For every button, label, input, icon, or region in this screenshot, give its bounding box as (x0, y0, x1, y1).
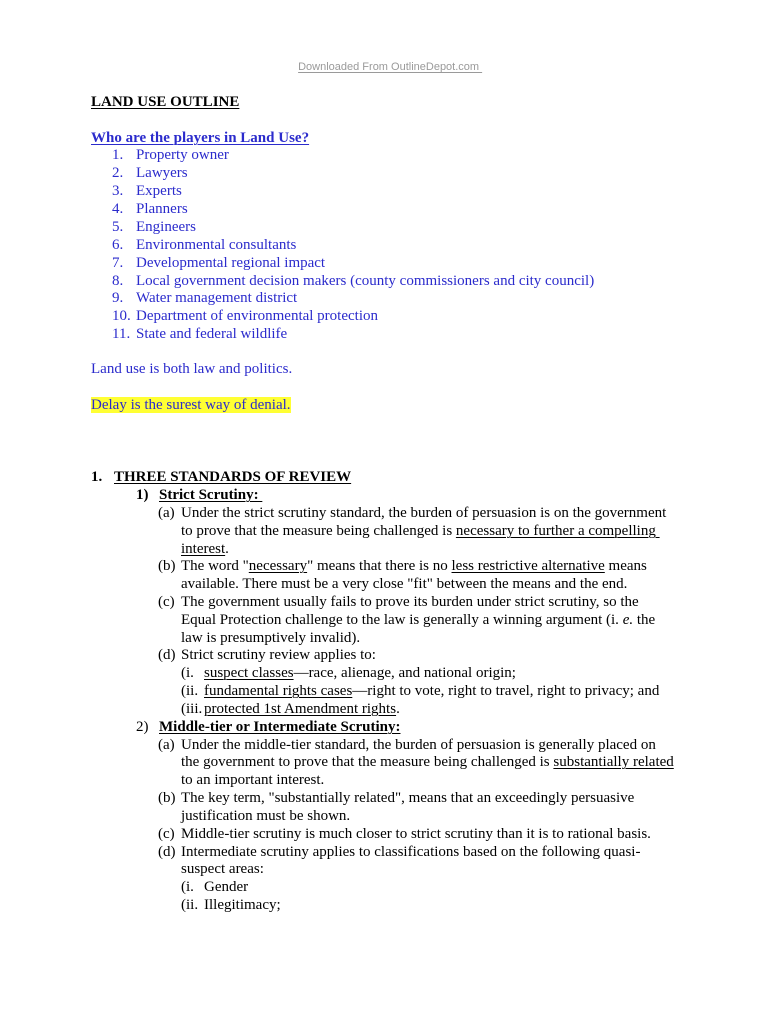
item-label: (c) (158, 594, 175, 610)
subsection-number: 1) (136, 487, 149, 503)
note-delay (91, 396, 291, 414)
subsection-heading-middle (136, 718, 400, 736)
item-text: The key term, "substantially related", means that an exceedingly persuasive (181, 790, 635, 806)
item-text: suspect areas: (181, 861, 264, 877)
middle-item-b-line (158, 789, 634, 807)
strict-item-d-line (158, 646, 376, 664)
list-number: 5. (112, 219, 124, 235)
subitem-text: . (396, 701, 400, 717)
underlined-term: less restrictive alternative (451, 558, 605, 574)
list-number: 6. (112, 237, 124, 253)
item-label: (d) (158, 844, 176, 860)
list-item-text: Property owner (136, 147, 229, 163)
item-label: (d) (158, 647, 176, 663)
underlined-term: suspect classes (204, 665, 294, 681)
player-list-item (112, 307, 378, 325)
middle-item-c-line (158, 825, 651, 843)
item-text: Intermediate scrutiny applies to classifications based on the following quasi- (181, 844, 641, 860)
item-text: the government to prove that the measure being challenged is (181, 754, 554, 770)
middle-item-a-line (158, 736, 656, 754)
item-text: . (225, 541, 229, 557)
list-item-text: Developmental regional impact (136, 255, 326, 271)
subitem-label: (i. (181, 879, 194, 895)
subitem-label: (ii. (181, 897, 199, 913)
underlined-term: necessary to further a compelling (455, 523, 660, 539)
list-item-text: Planners (136, 201, 188, 217)
player-list-item (112, 289, 297, 307)
item-text: The government usually fails to prove its burden under strict scrutiny, so the (181, 594, 639, 610)
item-label: (a) (158, 505, 175, 521)
strict-subitem (181, 700, 400, 718)
italic-text: e. (622, 612, 634, 628)
player-list-item (112, 325, 287, 343)
item-text: Strict scrutiny review applies to: (181, 647, 376, 663)
item-text: means (604, 558, 647, 574)
item-text: justification must be shown. (181, 808, 351, 824)
list-item-text: Engineers (136, 219, 196, 235)
section-number: 1. (91, 469, 103, 485)
middle-item-a-line (181, 771, 324, 789)
page-header (0, 46, 768, 88)
list-number: 8. (112, 273, 124, 289)
subitem-text: Gender (204, 879, 249, 895)
list-number: 1. (112, 147, 124, 163)
list-item-text: Environmental consultants (136, 237, 297, 253)
item-text: Middle-tier scrutiny is much closer to strict scrutiny than it is to rational basis. (181, 826, 651, 842)
item-text: to prove that the measure being challenged is (181, 523, 456, 539)
item-text: the (633, 612, 656, 628)
list-number: 3. (112, 183, 124, 199)
list-number: 9. (112, 290, 124, 306)
middle-item-d-line (158, 843, 640, 861)
subsection-title: Strict Scrutiny: (159, 487, 263, 503)
note-law-politics: Land use is both law and politics. (91, 361, 293, 377)
subitem-label: (ii. (181, 683, 199, 699)
strict-item-b-line (158, 557, 647, 575)
subsection-heading-strict (136, 486, 262, 504)
strict-subitem (181, 664, 516, 682)
section-title: THREE STANDARDS OF REVIEW (114, 469, 352, 485)
download-source-link[interactable]: Downloaded From OutlineDepot.com (298, 61, 483, 73)
subitem-text: Illegitimacy; (204, 897, 281, 913)
player-list-item (112, 146, 229, 164)
list-item-text: State and federal wildlife (136, 326, 288, 342)
underlined-term: interest (181, 541, 226, 557)
item-text: law is presumptively invalid). (181, 630, 361, 646)
strict-item-c-line (181, 629, 360, 647)
middle-item-a-line (181, 753, 674, 771)
item-label: (b) (158, 790, 176, 806)
middle-subitem (181, 896, 281, 914)
players-heading: Who are the players in Land Use? (91, 130, 310, 146)
item-text: Under the middle-tier standard, the burden of persuasion is generally placed on (181, 737, 656, 753)
strict-item-a-line (181, 540, 229, 558)
list-number: 10. (112, 308, 131, 324)
item-text: available. There must be a very close "fit" between the means and the end. (181, 576, 628, 592)
strict-item-a-line (181, 522, 660, 540)
player-list-item (112, 272, 594, 290)
highlighted-text: Delay is the surest way of denial. (91, 397, 291, 413)
list-number: 7. (112, 255, 124, 271)
subitem-label: (iii. (181, 701, 203, 717)
player-list-item (112, 164, 188, 182)
player-list-item (112, 218, 196, 236)
strict-subitem (181, 682, 659, 700)
list-number: 4. (112, 201, 124, 217)
subitem-label: (i. (181, 665, 194, 681)
item-text: to an important interest. (181, 772, 325, 788)
list-item-text: Lawyers (136, 165, 188, 181)
item-text: " means that there is no (307, 558, 452, 574)
player-list-item (112, 254, 325, 272)
list-number: 11. (112, 326, 131, 342)
subsection-number: 2) (136, 719, 149, 735)
subsection-title: Middle-tier or Intermediate Scrutiny: (159, 719, 401, 735)
list-item-text: Water management district (136, 290, 298, 306)
middle-item-d-line (181, 860, 264, 878)
list-item-text: Department of environmental protection (136, 308, 378, 324)
strict-item-c-line (158, 593, 639, 611)
section-heading (91, 468, 351, 486)
list-item-text: Local government decision makers (county commissioners and city council) (136, 273, 595, 289)
underlined-term: substantially related (553, 754, 674, 770)
strict-item-c-line (181, 611, 655, 629)
middle-item-b-line (181, 807, 350, 825)
item-text: Under the strict scrutiny standard, the burden of persuasion is on the government (181, 505, 667, 521)
player-list-item (112, 236, 296, 254)
underlined-term: necessary (248, 558, 308, 574)
subitem-text: —race, alienage, and national origin; (293, 665, 516, 681)
document-title: LAND USE OUTLINE (91, 94, 240, 110)
item-text: The word " (181, 558, 249, 574)
strict-item-a-line (158, 504, 666, 522)
list-number: 2. (112, 165, 124, 181)
player-list-item (112, 182, 182, 200)
item-label: (c) (158, 826, 175, 842)
list-item-text: Experts (136, 183, 182, 199)
item-label: (a) (158, 737, 175, 753)
subitem-text: —right to vote, right to travel, right to privacy; and (352, 683, 660, 699)
item-text: Equal Protection challenge to the law is generally a winning argument (i. (181, 612, 623, 628)
player-list-item (112, 200, 188, 218)
underlined-term: fundamental rights cases (204, 683, 353, 699)
middle-subitem (181, 878, 248, 896)
item-label: (b) (158, 558, 176, 574)
strict-item-b-line (181, 575, 627, 593)
underlined-term: protected 1st Amendment rights (204, 701, 397, 717)
